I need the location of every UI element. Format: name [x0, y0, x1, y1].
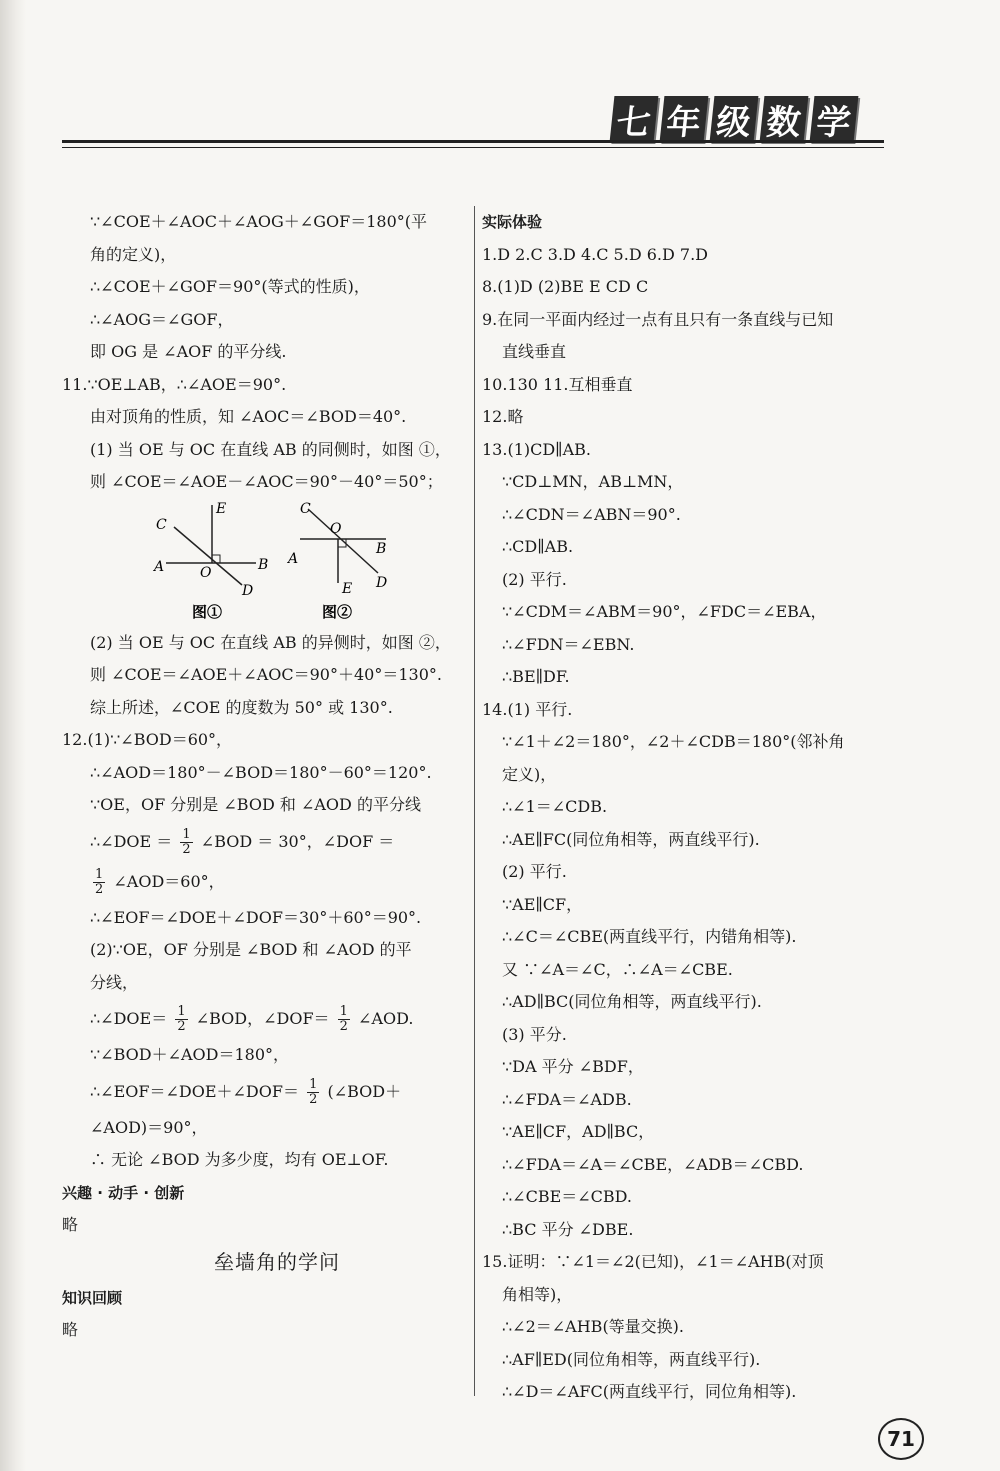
text-line: ∴AF∥ED(同位角相等，两直线平行).	[502, 1349, 761, 1369]
section-title: 垒墙角的学问	[214, 1249, 340, 1274]
text-line: ∴∠CBE＝∠CBD.	[502, 1187, 633, 1206]
figure-1	[152, 499, 272, 623]
text-line: ∴∠COE＋∠GOF＝90°(等式的性质)，	[90, 277, 370, 296]
text-line: ∴∠C＝∠CBE(两直线平行，内错角相等).	[502, 927, 797, 946]
text-line: (2) 当 OE 与 OC 在直线 AB 的异侧时，如图 ②，	[90, 632, 451, 652]
text-line: 15.证明：∵∠1＝∠2(已知)，∠1＝∠AHB(对顶	[482, 1252, 824, 1271]
left-column	[62, 206, 472, 1347]
text-line: ∴CD∥AB.	[502, 537, 574, 556]
text-line: 1.D 2.C 3.D 4.C 5.D 6.D 7.D	[482, 244, 708, 264]
denominator: 2	[95, 881, 104, 897]
fig1-label: D	[242, 582, 254, 599]
text-segment: ∠BOD ＝ 30°，∠DOF ＝	[200, 831, 395, 851]
text-line: 13.(1)CD∥AB.	[482, 439, 591, 459]
section-heading: 实际体验	[482, 213, 543, 231]
fig1-label: C	[156, 516, 167, 533]
fig1-label: A	[154, 558, 165, 575]
section-heading: 知识回顾	[62, 1288, 123, 1307]
fraction-line	[62, 999, 472, 1039]
text-segment: ∴∠DOE ＝	[90, 831, 173, 851]
text-line: 14.(1) 平行.	[482, 699, 573, 719]
text-line: ∴BE∥DF.	[502, 667, 570, 686]
fig2-label: D	[376, 574, 388, 591]
text-line: 12.(1)∵∠BOD＝60°，	[62, 730, 233, 749]
fig1-label: E	[216, 500, 227, 517]
text-line: ∴∠D＝∠AFC(两直线平行，同位角相等).	[502, 1382, 797, 1401]
text-line: 10.130 11.互相垂直	[482, 374, 633, 394]
fig1-label: B	[258, 556, 269, 573]
header-char: 学	[810, 96, 859, 142]
figure-2	[286, 499, 406, 623]
text-line: ∴∠FDN＝∠EBN.	[502, 634, 635, 654]
text-line: ∵AE∥CF，	[502, 894, 583, 914]
text-line: ∵∠1＋∠2＝180°，∠2＋∠CDB＝180°(邻补角	[502, 732, 845, 751]
text-line: ∵DA 平分 ∠BDF，	[502, 1057, 644, 1076]
text-segment: ∠AOD＝60°，	[113, 871, 225, 891]
text-line: ∠AOD)＝90°，	[90, 1117, 208, 1137]
fig2-label: E	[342, 580, 353, 597]
text-line: ∴∠FDA＝∠ADB.	[502, 1089, 632, 1109]
fraction	[338, 1005, 350, 1034]
text-line: 则 ∠COE＝∠AOE＋∠AOC＝90°＋40°＝130°.	[90, 665, 442, 684]
text-line: 综上所述，∠COE 的度数为 50° 或 130°.	[90, 697, 393, 717]
text-line: ∴ 无论 ∠BOD 为多少度，均有 OE⊥OF.	[90, 1150, 389, 1169]
text-line: ∴∠AOG＝∠GOF，	[90, 309, 234, 329]
numerator: 1	[309, 1076, 318, 1092]
text-line: 即 OG 是 ∠AOF 的平分线.	[90, 342, 287, 361]
denominator: 2	[339, 1019, 348, 1034]
denominator: 2	[177, 1019, 186, 1034]
text-line: ∴∠EOF＝∠DOE＋∠DOF＝30°＋60°＝90°.	[90, 907, 422, 927]
text-line: ∵OE，OF 分别是 ∠BOD 和 ∠AOD 的平分线	[90, 795, 421, 814]
text-line: 分线，	[90, 972, 139, 992]
text-line: 略	[62, 1215, 79, 1234]
text-line: ∴AE∥FC(同位角相等，两直线平行).	[502, 829, 760, 849]
text-line: 角相等)，	[502, 1284, 573, 1304]
numerator: 1	[339, 1004, 348, 1019]
text-line: (2) 平行.	[502, 862, 567, 881]
header-char: 七	[610, 96, 659, 142]
header-char: 年	[660, 96, 709, 142]
text-line: ∵∠BOD＋∠AOD＝180°，	[90, 1045, 290, 1064]
numerator: 1	[177, 1004, 186, 1019]
right-column	[482, 206, 888, 1409]
numerator: 1	[95, 866, 104, 882]
fig1-label: O	[200, 564, 212, 581]
fig2-label: A	[288, 550, 299, 567]
page-number: 71	[878, 1418, 924, 1460]
fraction	[93, 868, 105, 897]
fig2-caption: 图②	[322, 602, 353, 621]
text-line: (1) 当 OE 与 OC 在直线 AB 的同侧时，如图 ①，	[90, 439, 451, 459]
text-line: ∴BC 平分 ∠DBE.	[502, 1219, 634, 1239]
denominator: 2	[182, 841, 191, 857]
fig2-label: B	[376, 540, 387, 557]
fraction-line	[62, 822, 472, 862]
fig2-label: O	[330, 520, 342, 537]
text-segment: ∠BOD，∠DOF＝	[195, 1009, 330, 1028]
right-angle-mark	[212, 555, 220, 563]
fraction	[180, 828, 192, 857]
text-line: 由对顶角的性质，知 ∠AOC＝∠BOD＝40°.	[90, 407, 407, 426]
line-cd	[308, 509, 378, 573]
text-line: 又 ∵∠A＝∠C，∴∠A＝∠CBE.	[502, 959, 733, 979]
column-divider	[474, 206, 475, 1396]
text-line: 9.在同一平面内经过一点有且只有一条直线与已知	[482, 309, 834, 329]
figures	[62, 499, 472, 627]
text-line: (2) 平行.	[502, 569, 567, 589]
text-line: 则 ∠COE＝∠AOE－∠AOC＝90°－40°＝50°；	[90, 472, 443, 491]
text-segment: ∴∠EOF＝∠DOE＋∠DOF＝	[90, 1081, 299, 1101]
text-segment: ∠AOD.	[358, 1009, 414, 1028]
numerator: 1	[182, 826, 191, 842]
text-line: ∵∠CDM＝∠ABM＝90°，∠FDC＝∠EBA，	[502, 602, 827, 621]
fig2-label: C	[300, 500, 311, 517]
fig1-caption: 图①	[192, 602, 223, 621]
fraction-line	[62, 1072, 472, 1112]
text-line: 定义)，	[502, 764, 557, 784]
header-rule	[62, 140, 884, 148]
page-edge	[0, 0, 26, 1471]
text-line: ∴AD∥BC(同位角相等，两直线平行).	[502, 992, 762, 1011]
fraction	[307, 1078, 319, 1107]
text-line: ∴∠1＝∠CDB.	[502, 797, 608, 816]
text-line: ∵CD⊥MN，AB⊥MN，	[502, 472, 684, 491]
text-line: 角的定义)，	[90, 244, 177, 264]
text-line: ∵∠COE＋∠AOC＋∠AOG＋∠GOF＝180°(平	[90, 212, 427, 231]
text-line: (2)∵OE，OF 分别是 ∠BOD 和 ∠AOD 的平	[90, 940, 412, 959]
header-char: 级	[710, 96, 759, 142]
text-segment: (∠BOD＋	[327, 1081, 402, 1101]
section-heading: 兴趣 · 动手 · 创新	[62, 1183, 185, 1202]
text-line: ∵AE∥CF，AD∥BC，	[502, 1122, 655, 1141]
header-title	[612, 84, 874, 142]
text-segment: ∴∠DOE＝	[90, 1009, 168, 1028]
fraction-line	[62, 862, 472, 902]
text-line: 直线垂直	[502, 342, 567, 361]
text-line: 11.∵OE⊥AB，∴∠AOE＝90°.	[62, 374, 287, 394]
text-line: ∴∠AOD＝180°－∠BOD＝180°－60°＝120°.	[90, 762, 432, 782]
denominator: 2	[309, 1091, 318, 1107]
header-char: 数	[760, 96, 809, 142]
text-line: (3) 平分.	[502, 1024, 567, 1044]
fraction	[175, 1005, 187, 1034]
text-line: 12.略	[482, 407, 524, 426]
text-line: ∴∠CDN＝∠ABN＝90°.	[502, 504, 681, 524]
text-line: 8.(1)D (2)BE E CD C	[482, 277, 649, 296]
text-line: ∴∠FDA＝∠A＝∠CBE，∠ADB＝∠CBD.	[502, 1154, 804, 1174]
text-line: 略	[62, 1320, 79, 1339]
text-line: ∴∠2＝∠AHB(等量交换).	[502, 1317, 685, 1336]
